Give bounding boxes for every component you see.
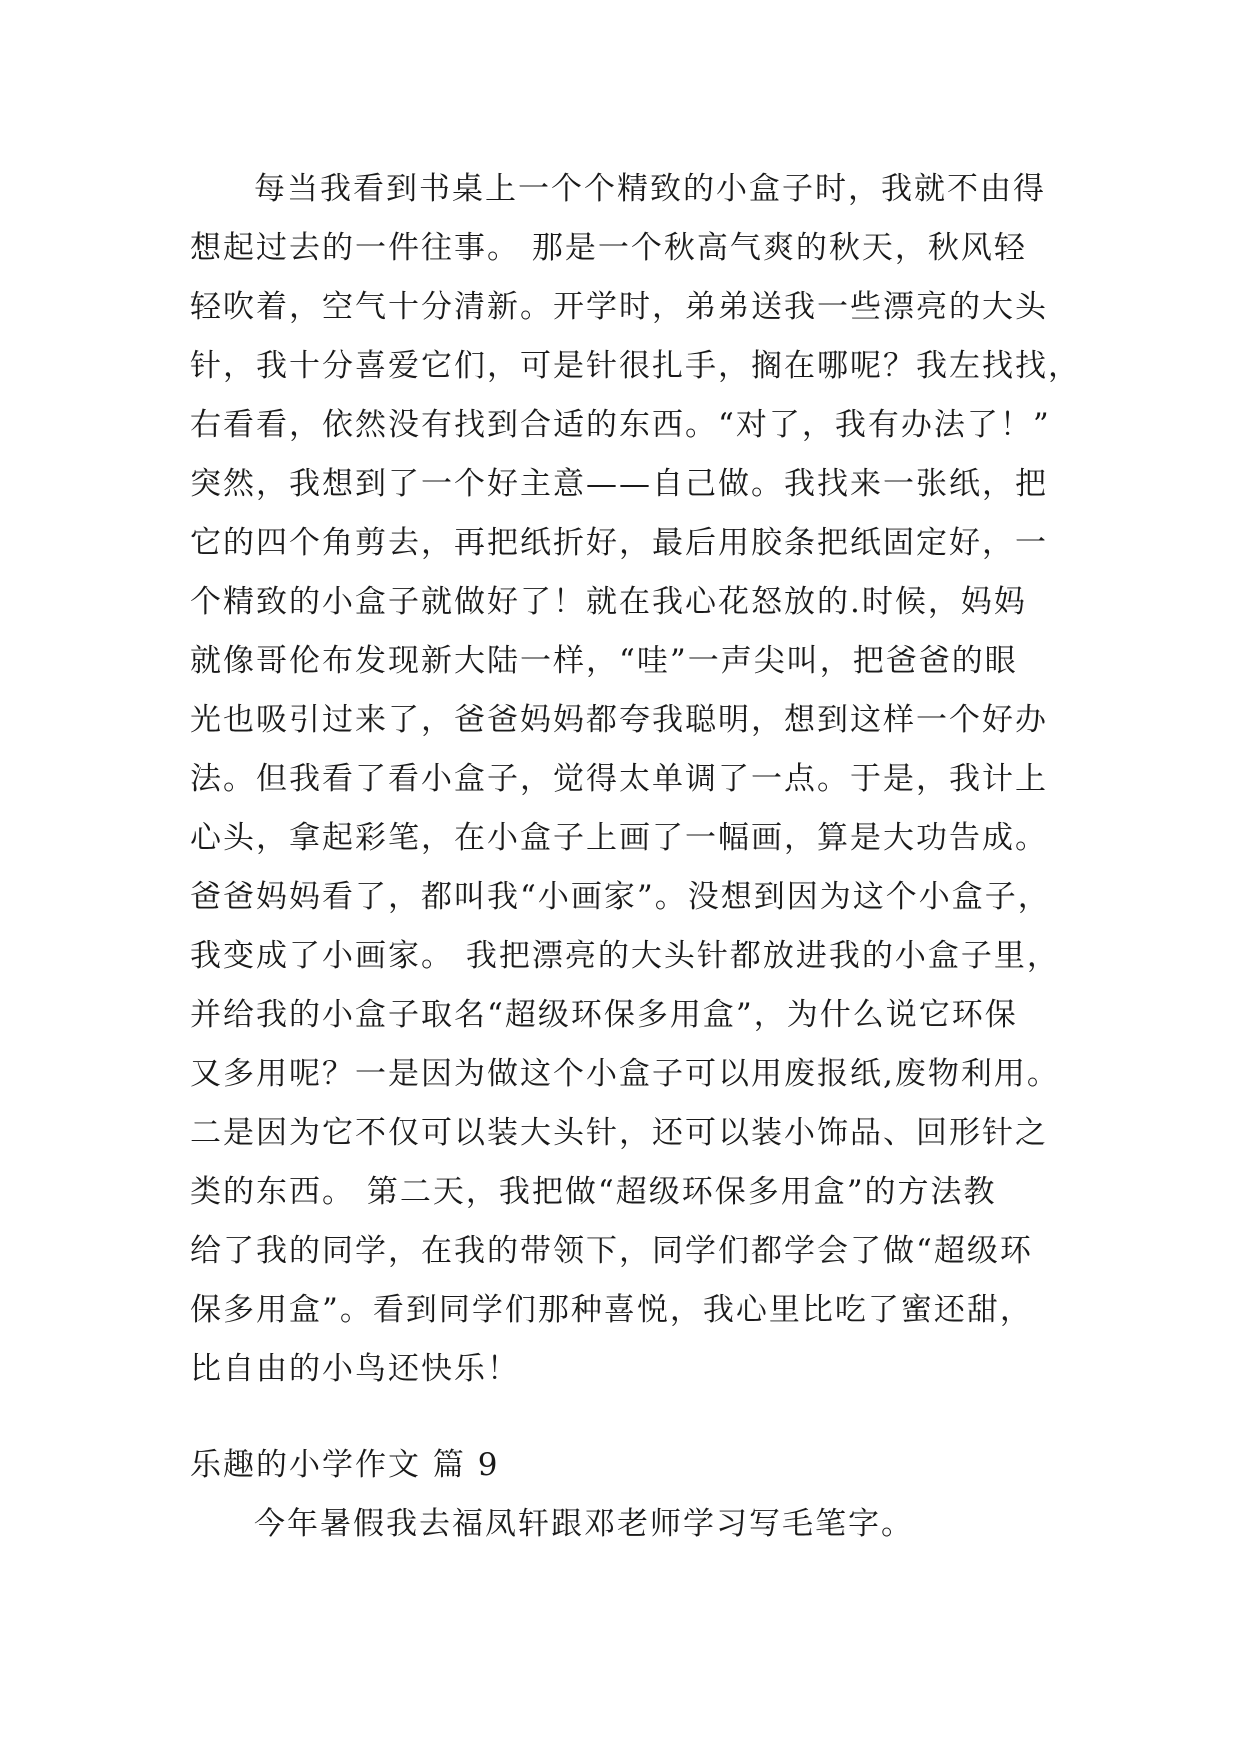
paragraph-line: 就像哥伦布发现新大陆一样，“哇”一声尖叫，把爸爸的眼 [190, 643, 1018, 679]
paragraph-line: 右看看，依然没有找到合适的东西。“对了，我有办法了！” [190, 407, 1051, 443]
paragraph-line: 类的东西。 第二天，我把做“超级环保多用盒”的方法教 [190, 1174, 997, 1210]
paragraph-line: 保多用盒”。看到同学们那种喜悦，我心里比吃了蜜还甜， [190, 1292, 1033, 1328]
paragraph-line: 给了我的同学，在我的带领下，同学们都学会了做“超级环 [190, 1233, 1033, 1269]
section-heading: 乐趣的小学作文 篇 9 [190, 1447, 500, 1483]
paragraph-line: 它的四个角剪去，再把纸折好，最后用胶条把纸固定好，一 [190, 525, 1048, 561]
paragraph-line: 我变成了小画家。 我把漂亮的大头针都放进我的小盒子里， [190, 938, 1060, 974]
paragraph-line: 想起过去的一件往事。 那是一个秋高气爽的秋天，秋风轻 [190, 230, 1027, 266]
paragraph-line: 光也吸引过来了，爸爸妈妈都夸我聪明，想到这样一个好办 [190, 702, 1048, 738]
paragraph-line: 个精致的小盒子就做好了！就在我心花怒放的.时候，妈妈 [190, 584, 1027, 620]
paragraph-line: 每当我看到书桌上一个个精致的小盒子时，我就不由得 [254, 171, 1046, 207]
paragraph-line: 并给我的小盒子取名“超级环保多用盒”，为什么说它环保 [190, 997, 1018, 1033]
paragraph-line: 轻吹着，空气十分清新。开学时，弟弟送我一些漂亮的大头 [190, 289, 1048, 325]
paragraph-line: 突然，我想到了一个好主意——自己做。我找来一张纸，把 [190, 466, 1048, 502]
section-first-line: 今年暑假我去福凤轩跟邓老师学习写毛笔字。 [254, 1506, 914, 1542]
paragraph-line: 二是因为它不仅可以装大头针，还可以装小饰品、回形针之 [190, 1115, 1048, 1151]
paragraph-line: 心头，拿起彩笔，在小盒子上画了一幅画，算是大功告成。 [190, 820, 1048, 856]
paragraph-line: 又多用呢？一是因为做这个小盒子可以用废报纸,废物利用。 [190, 1056, 1060, 1092]
paragraph-line: 法。但我看了看小盒子，觉得太单调了一点。于是，我计上 [190, 761, 1048, 797]
paragraph-line: 针，我十分喜爱它们，可是针很扎手，搁在哪呢？我左找找， [190, 348, 1081, 384]
essay-paragraph [190, 160, 1081, 1399]
paragraph-line: 爸爸妈妈看了，都叫我“小画家”。没想到因为这个小盒子， [190, 879, 1051, 915]
paragraph-line: 比自由的小鸟还快乐！ [190, 1351, 520, 1387]
